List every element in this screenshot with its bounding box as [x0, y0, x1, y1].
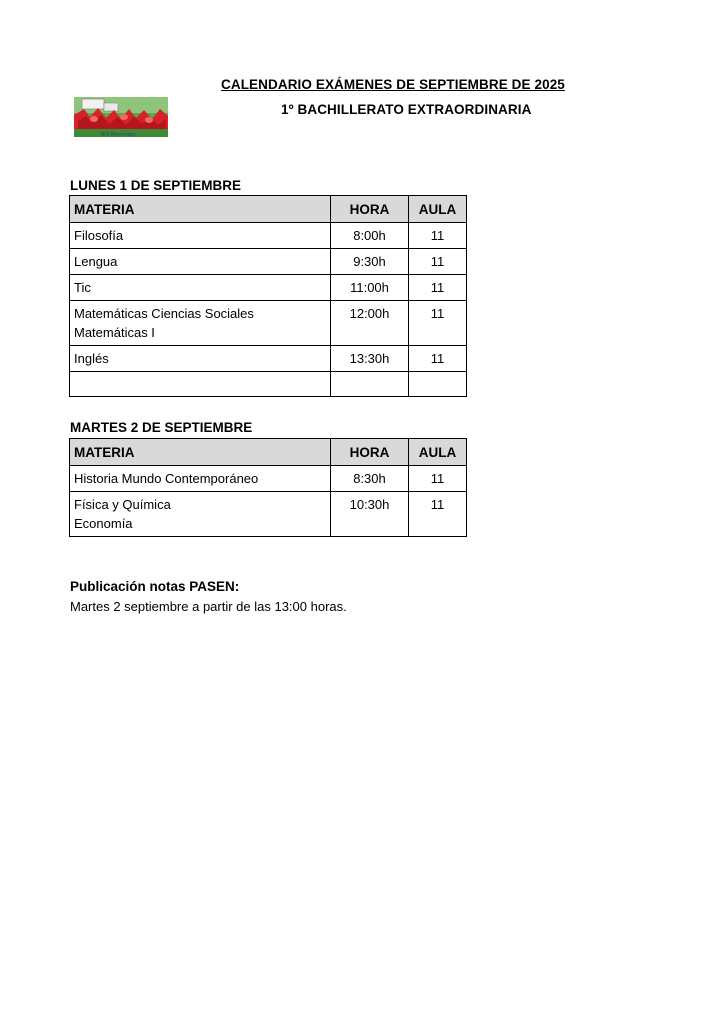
- subject-cell: [70, 301, 331, 346]
- table-row: [70, 301, 467, 346]
- school-logo: [74, 97, 168, 137]
- room-cell: 11: [409, 223, 467, 249]
- document-subtitle: 1º BACHILLERATO EXTRAORDINARIA: [281, 102, 532, 117]
- document-title: CALENDARIO EXÁMENES DE SEPTIEMBRE DE 2025: [221, 77, 565, 92]
- day-heading-tuesday: MARTES 2 DE SEPTIEMBRE: [70, 420, 253, 435]
- publication-text: Martes 2 septiembre a partir de las 13:00 horas.: [70, 599, 347, 614]
- time-cell: 13:30h: [331, 346, 409, 372]
- subject-cell: [70, 372, 331, 397]
- table-header-row: [70, 196, 467, 223]
- time-cell: 10:30h: [331, 492, 409, 537]
- room-cell: 11: [409, 249, 467, 275]
- subject-name: Física y Química: [74, 497, 171, 512]
- subject-name: Inglés: [74, 351, 109, 366]
- table-header-row: [70, 439, 467, 466]
- subject-name: Lengua: [74, 254, 118, 269]
- publication-heading: Publicación notas PASEN:: [70, 579, 240, 594]
- subject-cell: [70, 223, 331, 249]
- time-cell: [331, 372, 409, 397]
- room-cell: 11: [409, 466, 467, 492]
- subject-cell: [70, 492, 331, 537]
- subject-cell: [70, 346, 331, 372]
- time-cell: 12:00h: [331, 301, 409, 346]
- exam-table-tuesday: [69, 438, 467, 537]
- subject-name: Tic: [74, 280, 91, 295]
- column-header-materia: MATERIA: [70, 439, 331, 466]
- time-cell: 11:00h: [331, 275, 409, 301]
- table-row: [70, 223, 467, 249]
- column-header-hora: HORA: [331, 196, 409, 223]
- column-header-hora: HORA: [331, 439, 409, 466]
- subject-name: Economía: [74, 516, 133, 531]
- room-cell: [409, 372, 467, 397]
- column-header-materia: MATERIA: [70, 196, 331, 223]
- room-cell: 11: [409, 346, 467, 372]
- subject-name: Filosofía: [74, 228, 124, 243]
- time-cell: 8:00h: [331, 223, 409, 249]
- time-cell: 8:30h: [331, 466, 409, 492]
- subject-cell: [70, 466, 331, 492]
- room-cell: 11: [409, 301, 467, 346]
- subject-name: Historia Mundo Contemporáneo: [74, 471, 259, 486]
- subject-name: Matemáticas Ciencias Sociales: [74, 306, 254, 321]
- table-row: [70, 275, 467, 301]
- table-row: [70, 346, 467, 372]
- room-cell: 11: [409, 492, 467, 537]
- time-cell: 9:30h: [331, 249, 409, 275]
- table-row: [70, 466, 467, 492]
- table-row: [70, 249, 467, 275]
- room-cell: 11: [409, 275, 467, 301]
- column-header-aula: AULA: [409, 439, 467, 466]
- table-row: [70, 492, 467, 537]
- exam-table-monday: [69, 195, 467, 397]
- logo-text: IES Mayorazgo: [101, 131, 136, 137]
- subject-cell: [70, 249, 331, 275]
- subject-cell: [70, 275, 331, 301]
- subject-name: Matemáticas I: [74, 325, 155, 340]
- day-heading-monday: LUNES 1 DE SEPTIEMBRE: [70, 178, 242, 193]
- column-header-aula: AULA: [409, 196, 467, 223]
- table-row-empty: [70, 372, 467, 397]
